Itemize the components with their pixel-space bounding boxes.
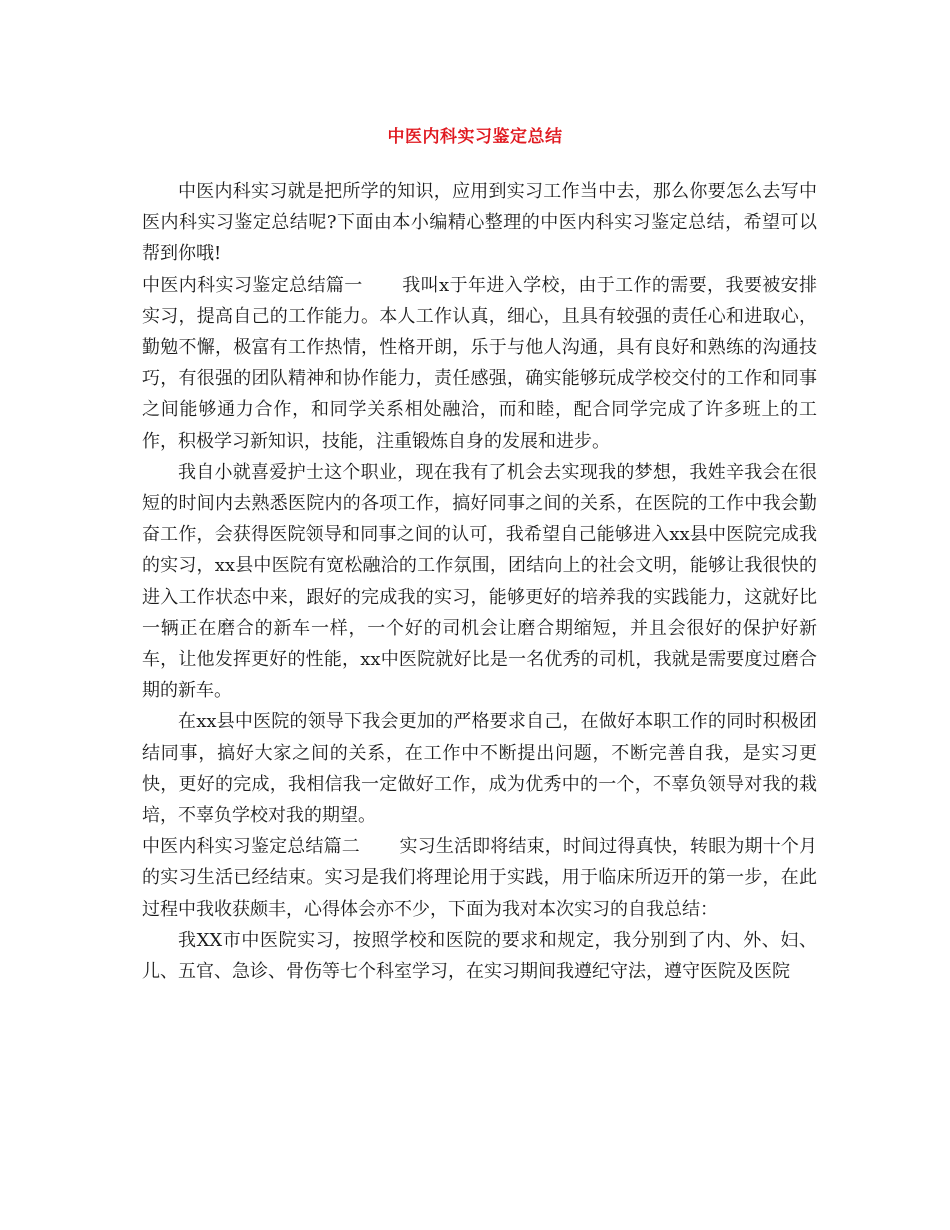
section-two-heading: 中医内科实习鉴定总结篇二 — [142, 836, 360, 858]
section-one-paragraph — [142, 270, 817, 457]
document-title: 中医内科实习鉴定总结 — [387, 127, 563, 147]
document-body — [142, 176, 817, 987]
paragraph-two: 我自小就喜爱护士这个职业，现在我有了机会去实现我的梦想，我姓辛我会在很短的时间内去熟悉医院内的各项工作，搞好同事之间的关系，在医院的工作中我会勤奋工作，会获得医院领导和同事之间的认可，我希望自己能够进入xx县中医院完成我的实习，xx县中医院有宽松融洽的工作氛围，团结向上的社会文明，能够让我很快的进入工作状态中来，跟好的完成我的实习，能够更好的培养我的实践能力，这就好比一辆正在磨合的新车一样，一个好的司机会让磨合期缩短，并且会很好的保护好新车，让他发挥更好的性能，xx中医院就好比是一名优秀的司机，我就是需要度过磨合期的新车。 — [142, 461, 817, 702]
section-one-text: 我叫x于年进入学校，由于工作的需要，我要被安排实习，提高自己的工作能力。本人工作认真，细心，且具有较强的责任心和进取心，勤勉不懈，极富有工作热情，性格开朗，乐于与他人沟通，具有良好和熟练的沟通技巧，有很强的团队精神和协作能力，责任感强，确实能够玩成学校交付的工作和同事之间能够通力合作，和同学关系相处融洽，而和睦，配合同学完成了许多班上的工作，积极学习新知识，技能，注重锻炼自身的发展和进步。 — [142, 274, 818, 452]
paragraph-four: 我XX市中医院实习，按照学校和医院的要求和规定，我分别到了内、外、妇、儿、五官、急诊、骨伤等七个科室学习，在实习期间我遵纪守法，遵守医院及医院 — [142, 929, 817, 983]
intro-paragraph: 中医内科实习就是把所学的知识，应用到实习工作当中去，那么你要怎么去写中医内科实习鉴定总结呢?下面由本小编精心整理的中医内科实习鉴定总结，希望可以帮到你哦! — [142, 181, 817, 265]
section-two-text: 实习生活即将结束，时间过得真快，转眼为期十个月的实习生活已经结束。实习是我们将理论用于实践，用于临床所迈开的第一步，在此过程中我收获颇丰，心得体会亦不少，下面为我对本次实习的自我总结： — [142, 836, 818, 920]
section-one-heading: 中医内科实习鉴定总结篇一 — [142, 274, 363, 296]
section-two-paragraph — [142, 831, 817, 925]
paragraph-three: 在xx县中医院的领导下我会更加的严格要求自己，在做好本职工作的同时积极团结同事，搞好大家之间的关系，在工作中不断提出问题，不断完善自我，是实习更快，更好的完成，我相信我一定做好工作，成为优秀中的一个，不辜负领导对我的栽培，不辜负学校对我的期望。 — [142, 711, 817, 827]
